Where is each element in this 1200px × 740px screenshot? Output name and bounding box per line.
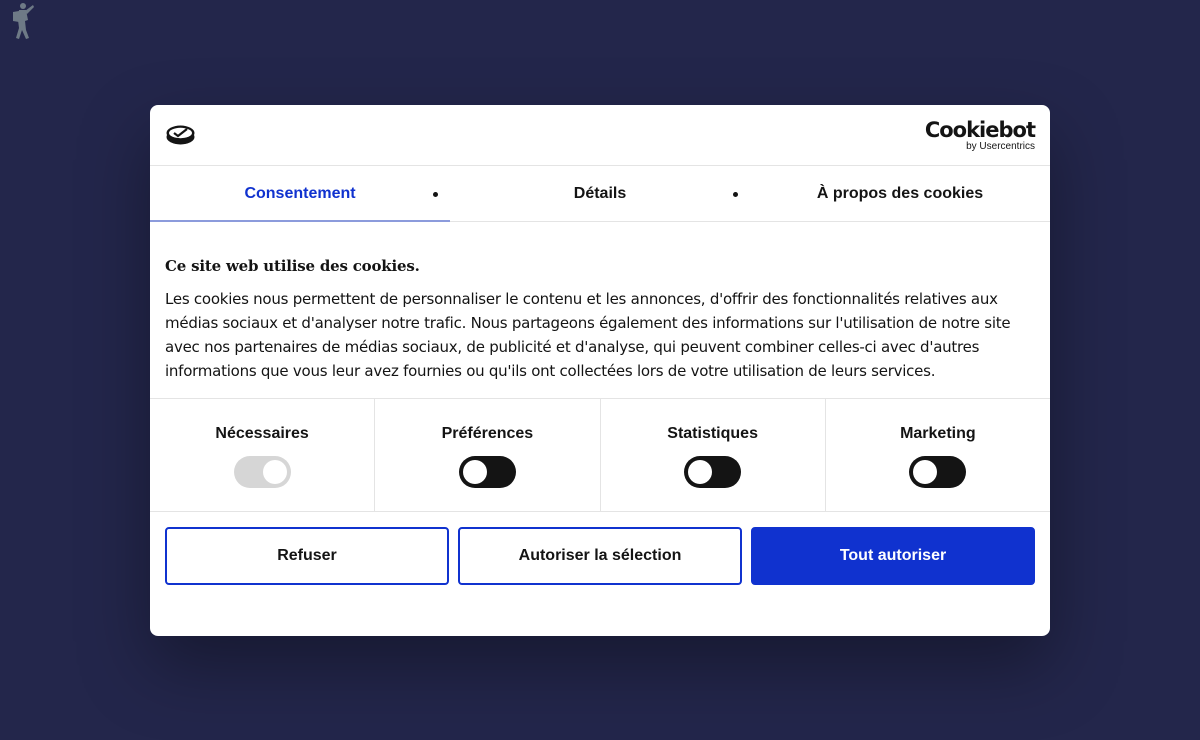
tab-consentement[interactable]: Consentement <box>150 166 450 221</box>
category-statistics <box>601 399 826 511</box>
statistics-toggle[interactable] <box>684 456 741 488</box>
category-marketing <box>826 399 1050 511</box>
category-necessary <box>150 399 375 511</box>
cookie-consent-dialog <box>150 105 1050 636</box>
category-preferences <box>375 399 600 511</box>
dialog-header <box>150 105 1050 166</box>
tab-separator-dot <box>733 192 738 197</box>
tab-details[interactable]: Détails <box>573 184 627 202</box>
category-label: Nécessaires <box>215 425 309 442</box>
marketing-toggle[interactable] <box>909 456 966 488</box>
consent-categories <box>150 399 1050 512</box>
tab-separator-dot <box>433 192 438 197</box>
consent-actions <box>150 512 1050 585</box>
tab-about-cookies[interactable]: À propos des cookies <box>816 184 984 202</box>
consent-heading: Ce site web utilise des cookies. <box>165 257 420 275</box>
consent-body <box>150 222 1050 399</box>
category-label: Marketing <box>900 425 976 442</box>
category-label: Statistiques <box>667 425 758 442</box>
necessary-toggle <box>234 456 291 488</box>
allow-all-button[interactable]: Tout autoriser <box>751 527 1035 585</box>
category-label: Préférences <box>441 425 534 442</box>
preferences-toggle[interactable] <box>459 456 516 488</box>
refuse-button[interactable]: Refuser <box>165 527 449 585</box>
cookie-stack-icon <box>165 124 196 146</box>
allow-selection-button[interactable]: Autoriser la sélection <box>458 527 742 585</box>
cookiebot-logo <box>925 119 1035 152</box>
brand-subtitle: by Usercentrics <box>966 141 1035 152</box>
brand-name: Cookiebot <box>924 118 1035 142</box>
consent-description: Les cookies nous permettent de personnaliser le contenu et les annonces, d'offrir des fonctionnalités relatives aux médias sociaux et d'analyser notre trafic. Nous partageons également des informations sur l'utilisation de notre site avec nos partenaires de médias sociaux, de publicité et d'analyse, qui peuvent combiner celles-ci avec d'autres informations que vous leur avez fournies ou qu'ils ont collectées lors de votre utilisation de leurs services. <box>165 290 1011 380</box>
hiker-silhouette-icon <box>4 0 36 42</box>
dialog-tabs <box>150 166 1050 222</box>
